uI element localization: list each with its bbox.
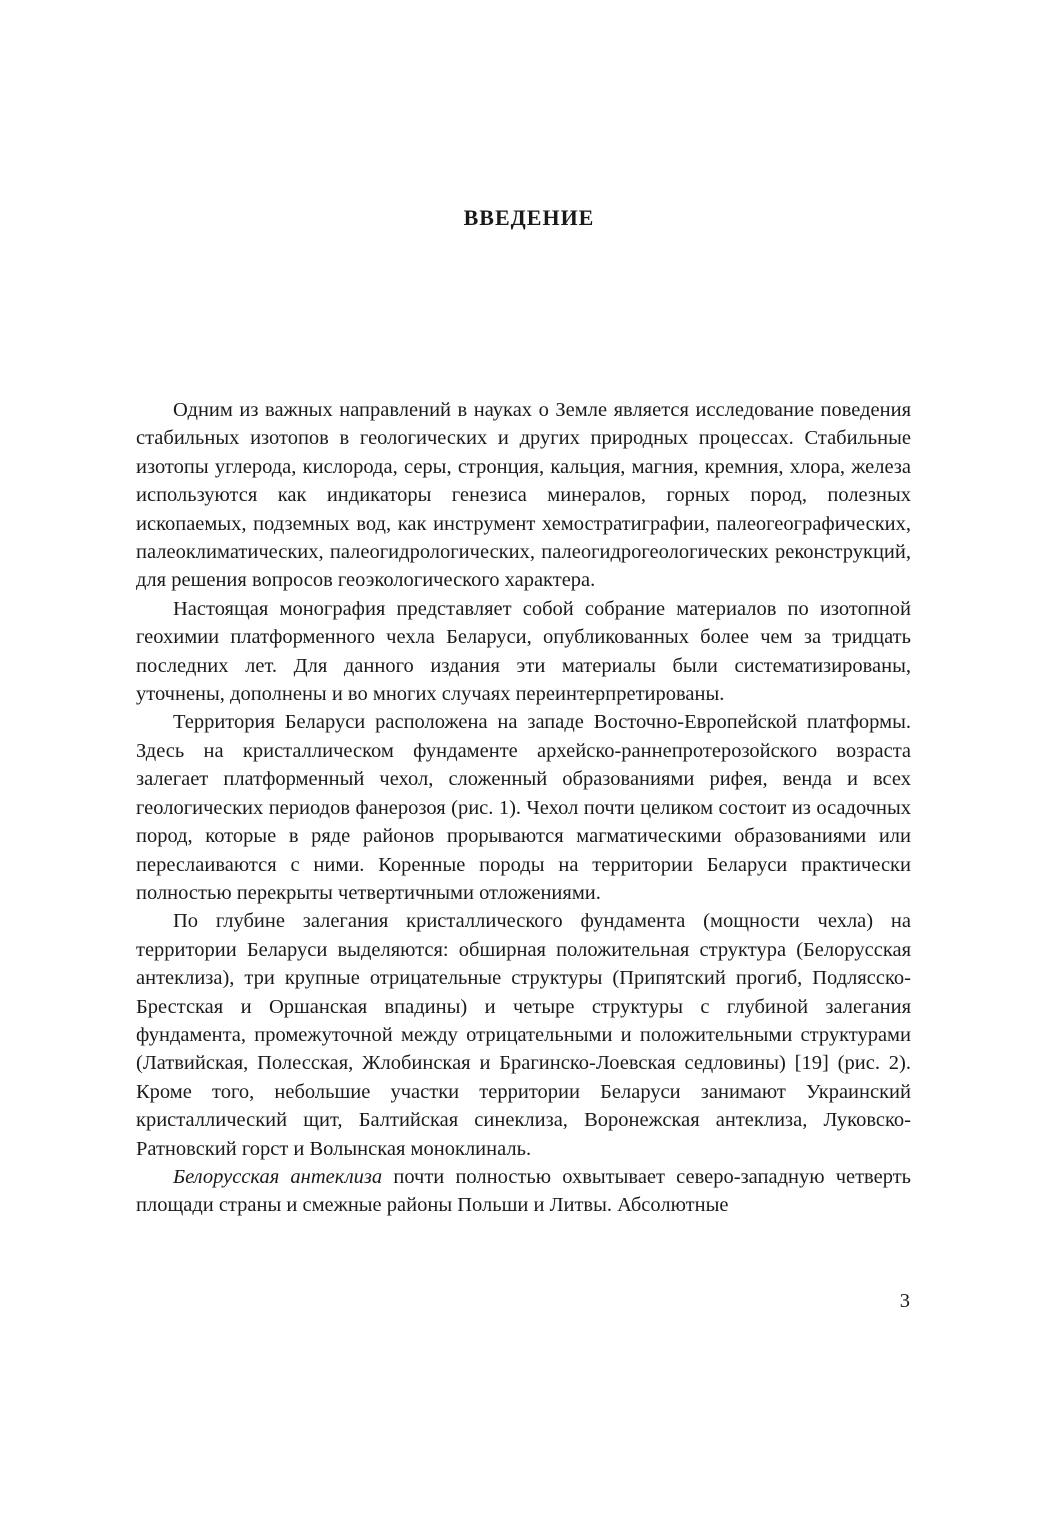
italic-term: Белорусская антеклиза xyxy=(173,1165,383,1188)
paragraph-3: Территория Беларуси расположена на западе Восточно-Европейской платформы. Здесь на кристаллическом фундаменте архейско-раннепротерозойского возраста залегает платформенный чехол, сложенный образованиями рифея, венда и всех геологических периодов фанерозоя (рис. 1). Чехол почти целиком состоит из осадочных пород, которые в ряде районов прорываются магматическими образованиями или переслаиваются с ними. Коренные породы на территории Беларуси практически полностью перекрыты четвертичными отложениями. xyxy=(136,711,911,904)
page-title: ВВЕДЕНИЕ xyxy=(463,205,595,230)
paragraph-1: Одним из важных направлений в науках о Земле является исследование поведения стабильных изотопов в геологических и других природных процессах. Стабильные изотопы углерода, кислорода, серы, стронция, кальция, магния, кремния, хлора, железа используются как индикаторы генезиса минералов, горных пород, полезных ископаемых, подземных вод, как инструмент хемостратиграфии, палеогеографических, палеоклиматических, палеогидрологических, палеогидрогеологических реконструкций, для решения вопросов геоэкологического характера. xyxy=(136,399,911,592)
paragraph-2: Настоящая монография представляет собой собрание материалов по изотопной геохимии платформенного чехла Беларуси, опубликованных более чем за тридцать последних лет. Для данного издания эти материалы были систематизированы, уточнены, дополнены и во многих случаях переинтерпретированы. xyxy=(136,597,911,706)
paragraph-5 xyxy=(136,1163,911,1220)
paragraph-4: По глубине залегания кристаллического фундамента (мощности чехла) на территории Беларуси выделяются: обширная положительная структура (Белорусская антеклиза), три крупные отрицательные структуры (Припятский прогиб, Подлясско-Брестская и Оршанская впадины) и четыре структуры с глубиной залегания фундамента, промежуточной между отрицательными и положительными структурами (Латвийская, Полесская, Жлобинская и Брагинско-Лоевская седловины) [19] (рис. 2). Кроме того, небольшие участки территории Беларуси занимают Украинский кристаллический щит, Балтийская синеклиза, Воронежская антеклиза, Луковско-Ратновский горст и Волынская моноклиналь. xyxy=(136,910,911,1160)
page-number: 3 xyxy=(899,1290,910,1312)
body-text xyxy=(136,396,911,1220)
paragraph-5-text: почти полностью охвытывает северо-западную четверть площади страны и смежные районы Польши и Литвы. Абсолютные xyxy=(136,1165,912,1217)
